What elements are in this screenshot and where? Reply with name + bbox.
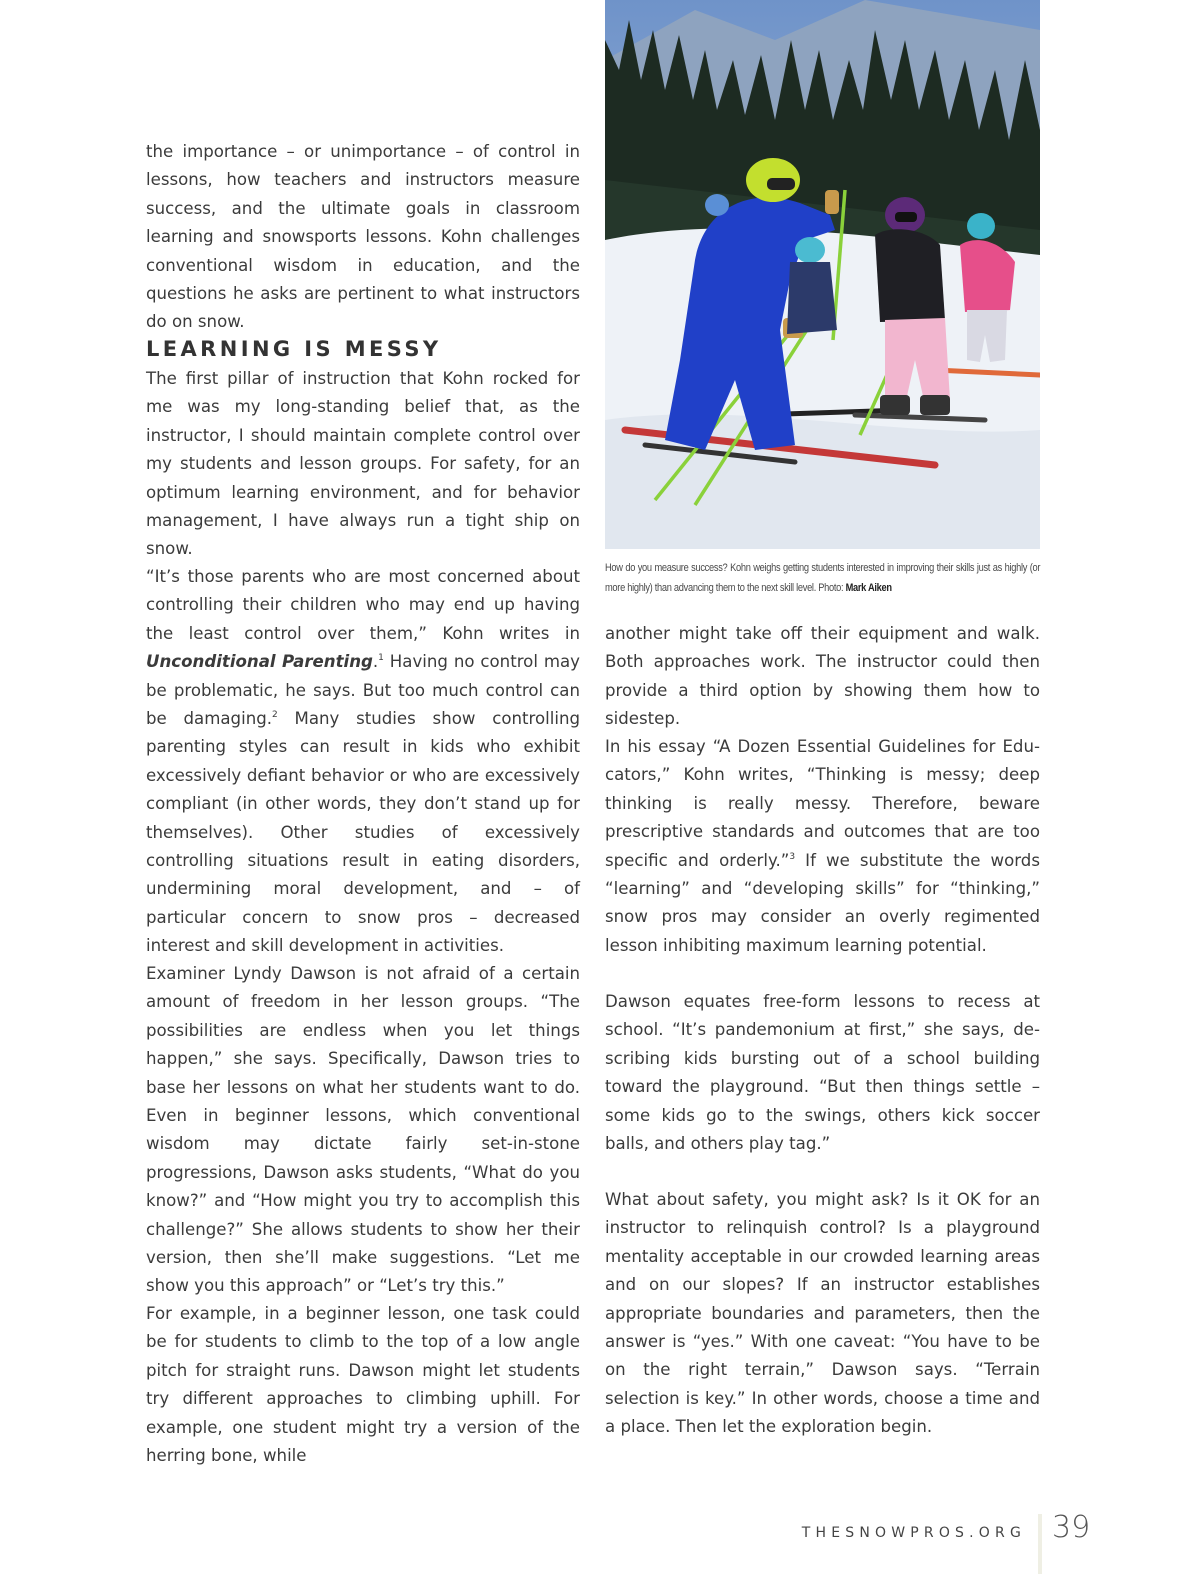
text-run: If we substitute the words “learning” and “developing skills” for “thinking,” snow pros may consider an overly regimented lesson inhibiting maximum learning potential.: [605, 850, 1040, 955]
body-paragraph: What about safety, you might ask? Is it OK for an instructor to relinquish control? Is a playground mentality acceptable in our crowded learning areas and on our slopes? If an instructor establishes appropriate boundaries and parameters, then the answer is “yes.” With one caveat: “You have to be on the right terrain,” Dawson says. “Terrain selection is key.” In other words, choose a time and a place. Then let the exploration begin.: [605, 1190, 1040, 1437]
text-run: In his essay “A Dozen Essential Guidelines for Educators,” Kohn writes, “Thinking is messy; deep thinking is really messy. Therefore, beware prescriptive standards and outcomes that are too specific and orderly.”: [605, 737, 1040, 870]
footnote-ref: 1: [378, 653, 384, 664]
footnote-ref: 3: [789, 851, 796, 862]
text-run: Many studies show controlling parenting styles can result in kids who exhibit excessively defiant behavior or who are excessively compliant (in other words, they don’t stand up for themselves). Other studies of excessively controlling situations result in eating disorders, undermining moral development, and – of particular concern to snow pros – decreased interest and skill development in activities.: [146, 709, 580, 956]
caption-text: How do you measure success? Kohn weighs getting students interested in improving their skills just as highly (or more highly) than advancing them to the next skill level. Photo:: [605, 562, 1041, 594]
body-paragraph: another might take off their equipment and walk. Both approaches work. The instructor could then provide a third option by showing them how to sidestep.: [605, 624, 1040, 729]
text-run: Having no control may be problematic, he says. But too much control can be damaging.: [146, 652, 580, 729]
section-heading: LEARNING IS MESSY: [146, 337, 442, 361]
footer-divider: [1038, 1514, 1042, 1574]
body-paragraph: the importance – or unimportance – of control in lessons, how teachers and instructors measure success, and the ultimate goals in classroom learning and snowsports lessons. Kohn challenges conventional wisdom in education, and the questions he asks are pertinent to what instructors do on snow.: [146, 142, 580, 332]
photo-caption: [605, 558, 1040, 598]
body-paragraph: Examiner Lyndy Dawson is not afraid of a certain amount of freedom in her lesson groups. “The possibilities are endless when you let things happen,” she says. Specifically, Dawson tries to base her lessons on what her students want to do. Even in beginner lessons, which conventional wisdom may dictate fairly set-in-stone progressions, Dawson asks students, “What do you know?” and “How might you try to accomplish this challenge?” She allows students to show her their version, then she’ll make suggestions. “Let me show you this approach” or “Let’s try this.”: [146, 964, 580, 1296]
page-number: 39: [1052, 1510, 1091, 1545]
text-run: “It’s those parents who are most concerned about controlling their children who may end up having the least control over them,” Kohn writes in: [146, 567, 580, 643]
footnote-ref: 2: [272, 710, 278, 721]
body-paragraph: For example, in a beginner lesson, one task could be for students to climb to the top of a low angle pitch for straight runs. Dawson might let students try different approaches to climbing uphill. For example, one student might try a version of the herring bone, while: [146, 1304, 580, 1466]
photo-credit: Mark Aiken: [845, 582, 892, 594]
body-paragraph: [605, 733, 1040, 960]
ski-lesson-photo: [605, 0, 1040, 549]
book-title: Unconditional Parenting: [146, 652, 373, 672]
body-paragraph: Dawson equates free-form lessons to recess at school. “It’s pandemonium at first,” she says, describing kids bursting out of a school building toward the playground. “But then things settle – some kids go to the swings, others kick soccer balls, and others play tag.”: [605, 992, 1040, 1154]
body-paragraph: The first pillar of instruction that Kohn rocked for me was my long-standing belief that, as the instructor, I should maintain complete control over my students and lesson groups. For safety, for an optimum learning environment, and for behavior management, I have always run a tight ship on snow.: [146, 369, 580, 559]
photo-illustration: [605, 0, 1040, 549]
body-paragraph: “It’s those parents who are most concerned about controlling their children who may end up having the least control over them,” Kohn writes in Unconditional Parenting.$^1$ Having no control may be problematic, he says. But too much control can be damaging.$^2$ Many studies show controlling parenting styles can result in kids who exhibit excessively defiant behavior or who are excessively compliant (in other words, they don’t stand up for themselves). Other studies of excessively controlling situations result in eating disorders, undermining moral development, and – of particular concern to snow pros – decreased interest and skill development in activities.: [146, 567, 580, 956]
website-footer: THESNOWPROS.ORG: [801, 1525, 1026, 1541]
